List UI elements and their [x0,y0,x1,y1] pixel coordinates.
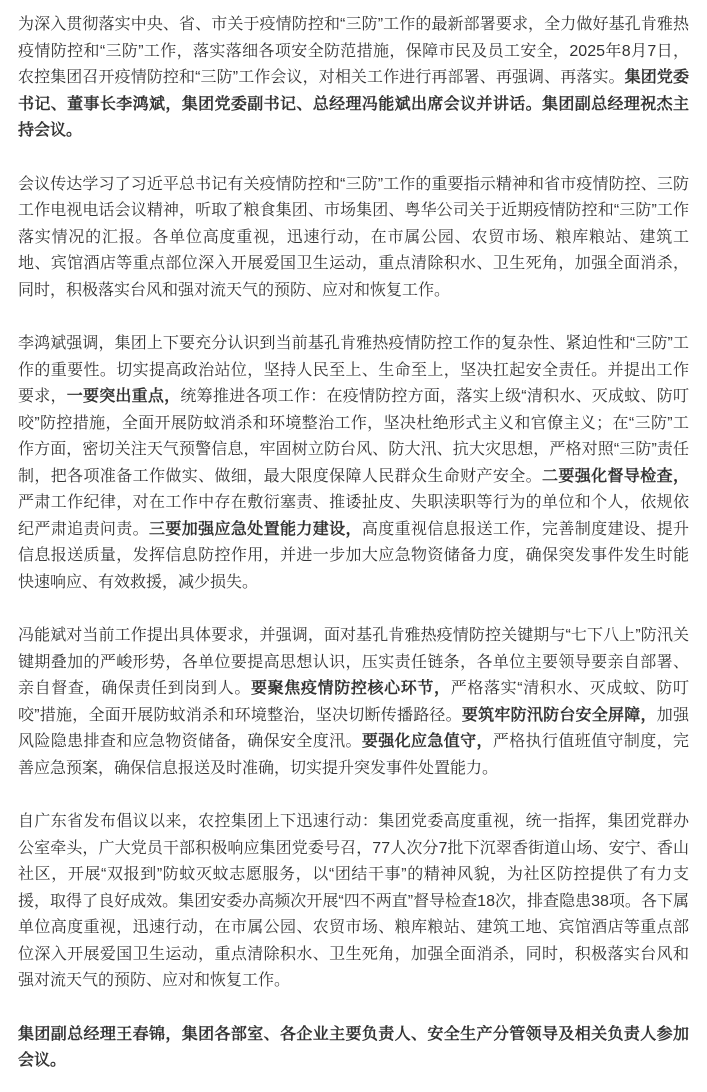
paragraph-guangdong-initiative [18,809,689,995]
paragraph-meeting-intro [18,12,689,145]
text-segment: 李鸿斌强调，集团上下要充分认识到当前基孔肯雅热疫情防控工作的复杂性、紧迫性和“三防”工作的重要性。切实提高政治站位，坚持人民至上、生命至上，坚决扛起安全责任。并提出工作要求， [18,335,689,405]
text-segment: 严格落实“清积水、灭成蚊、防叮咬”措施，全面开展防蚊消杀和环境整治，坚决切断传播路径。 [18,680,689,724]
text-segment: 自广东省发布倡议以来，农控集团上下迅速行动：集团党委高度重视，统一指挥，集团党群办公室牵头，广大党员干部积极响应集团党委号召，77人次分7批下沉翠香街道山场、安宁、香山社区，开展“双报到”防蚊灭蚊志愿服务，以“团结干事”的精神风貌，为社区防控提供了有力支援，取得了良好成效。集团安委办高频次开展“四不两直”督导检查18次，排查隐患38项。各下属单位高度重视，迅速行动，在市属公园、农贸市场、粮库粮站、建筑工地、宾馆酒店等重点部位深入开展爱国卫生运动，重点清除积水、卫生死角，加强全面消杀，同时，积极落实台风和强对流天气的预防、应对和恢复工作。 [18,813,689,989]
text-segment: 严肃工作纪律，对在工作中存在敷衍塞责、推诿扯皮、失职渎职等行为的单位和个人，依规依纪严肃追责问责。 [18,494,689,538]
text-segment: 高度重视信息报送工作，完善制度建设、提升信息报送质量，发挥信息防控作用，并进一步加大应急物资储备力度，确保突发事件发生时能快速响应、有效救援，减少损失。 [18,520,689,591]
text-segment: 加强风险隐患排查和应急物资储备，确保安全度汛。 [18,706,689,750]
text-segment: 会议传达学习了习近平总书记有关疫情防控和“三防”工作的重要指示精神和省市疫情防控、三防工作电视电话会议精神，听取了粮食集团、市场集团、粤华公司关于近期疫情防控和“三防”工作落实情况的汇报。各单位高度重视，迅速行动，在市属公园、农贸市场、粮库粮站、建筑工地、宾馆酒店等重点部位深入开展爱国卫生运动，重点清除积水、卫生死角，加强全面消杀，同时，积极落实台风和强对流天气的预防、应对和恢复工作。 [18,175,689,299]
text-segment-emergency-duty: 要强化应急值守， [361,733,493,750]
text-segment: 严格执行值班值守制度，完善应急预案，确保信息报送及时准确，切实提升突发事件处置能力。 [18,733,689,777]
paragraph-other-attendees [18,1022,689,1075]
text-segment: 为深入贯彻落实中央、省、市关于疫情防控和“三防”工作的最新部署要求，全力做好基孔肯雅热疫情防控和“三防”工作，落实落细各项安全防范措施，保障市民及员工安全，2025年8月7日，农控集团召开疫情防控和“三防”工作会议，对相关工作进行再部署、再强调、再落实。 [18,16,689,86]
paragraph-meeting-content [18,172,689,305]
paragraph-fengnengbin-remarks [18,623,689,782]
text-segment-point-three: 三要加强应急处置能力建设， [149,520,362,538]
text-segment: 统筹推进各项工作：在疫情防控方面，落实上级“清积水、灭成蚊、防叮咬”防控措施，全面开展防蚊消杀和环境整治工作，坚决杜绝形式主义和官僚主义；在“三防”工作方面，密切关注天气预警信息，牢固树立防台风、防大汛、抗大灾思想，严格对照“三防”责任制，把各项准备工作做实、做细，最大限度保障人民群众生命财产安全。 [18,388,689,485]
paragraph-lihongbin-remarks [18,331,689,596]
text-segment-point-one: 一要突出重点， [66,388,181,405]
text-segment-attendees: 集团副总经理王春锦，集团各部室、各企业主要负责人、安全生产分管领导及相关负责人参加会议。 [18,1025,689,1069]
text-segment-point-two: 二要强化督导检查， [541,467,689,485]
text-segment-flood-defense: 要筑牢防汛防台安全屏障， [461,706,657,724]
text-segment-focus-epidemic: 要聚焦疫情防控核心环节， [250,680,451,697]
text-segment: 冯能斌对当前工作提出具体要求，并强调，面对基孔肯雅热疫情防控关键期与“七下八上”防汛关键期叠加的严峻形势，各单位要提高思想认识，压实责任链条，各单位主要领导要亲自部署、亲自督查，确保责任到岗到人。 [18,627,689,697]
text-segment-attendees: 集团党委书记、董事长李鸿斌，集团党委副书记、总经理冯能斌出席会议并讲话。集团副总经理祝杰主持会议。 [18,69,689,139]
